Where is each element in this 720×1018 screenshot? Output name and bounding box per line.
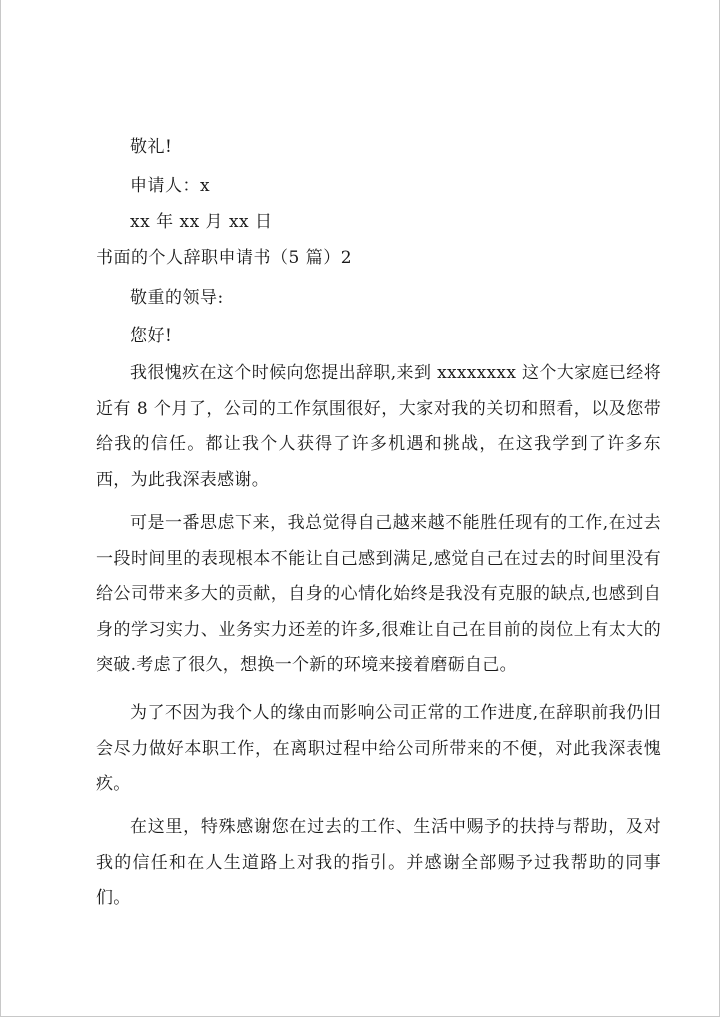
letter-salutation: 您好! xyxy=(130,326,173,346)
body-paragraph: 可是一番思虑下来，我总觉得自己越来越不能胜任现有的工作,在过去一段时间里的表现根本不能让自己感到满足,感觉自己在过去的时间里没有给公司带来多大的贡献，自身的心情化始终是我没有克服的缺点,也感到自身的学习实力、业务实力还差的许多,很难让自己在目前的岗位上有太大的突破.考虑了很久，想换一个新的环境来接着磨砺自己。 xyxy=(96,513,661,675)
body-paragraph: 在这里，特殊感谢您在过去的工作、生活中赐予的扶持与帮助，及对我的信任和在人生道路上对我的指引。并感谢全部赐予过我帮助的同事们。 xyxy=(96,817,661,908)
document-heading: 书面的个人辞职申请书（5 篇）2 xyxy=(96,248,353,268)
letter-greeting: 敬重的领导: xyxy=(130,288,224,308)
closing-salute: 敬礼! xyxy=(130,137,173,157)
body-paragraph: 我很愧疚在这个时候向您提出辞职,来到 xxxxxxxx 这个大家庭已经将近有 8 个月了，公司的工作氛围很好，大家对我的关切和照看，以及您带给我的信任。都让我个人获得了许多机遇和挑战，在这我学到了许多东西，为此我深表感谢。 xyxy=(96,363,661,490)
applicant-signature: 申请人：x xyxy=(130,176,211,196)
letter-date: xx 年 xx 月 xx 日 xyxy=(130,212,273,232)
body-paragraph: 为了不因为我个人的缘由而影响公司正常的工作进度,在辞职前我仍旧会尽力做好本职工作，在离职过程中给公司所带来的不便，对此我深表愧疚。 xyxy=(96,703,661,794)
